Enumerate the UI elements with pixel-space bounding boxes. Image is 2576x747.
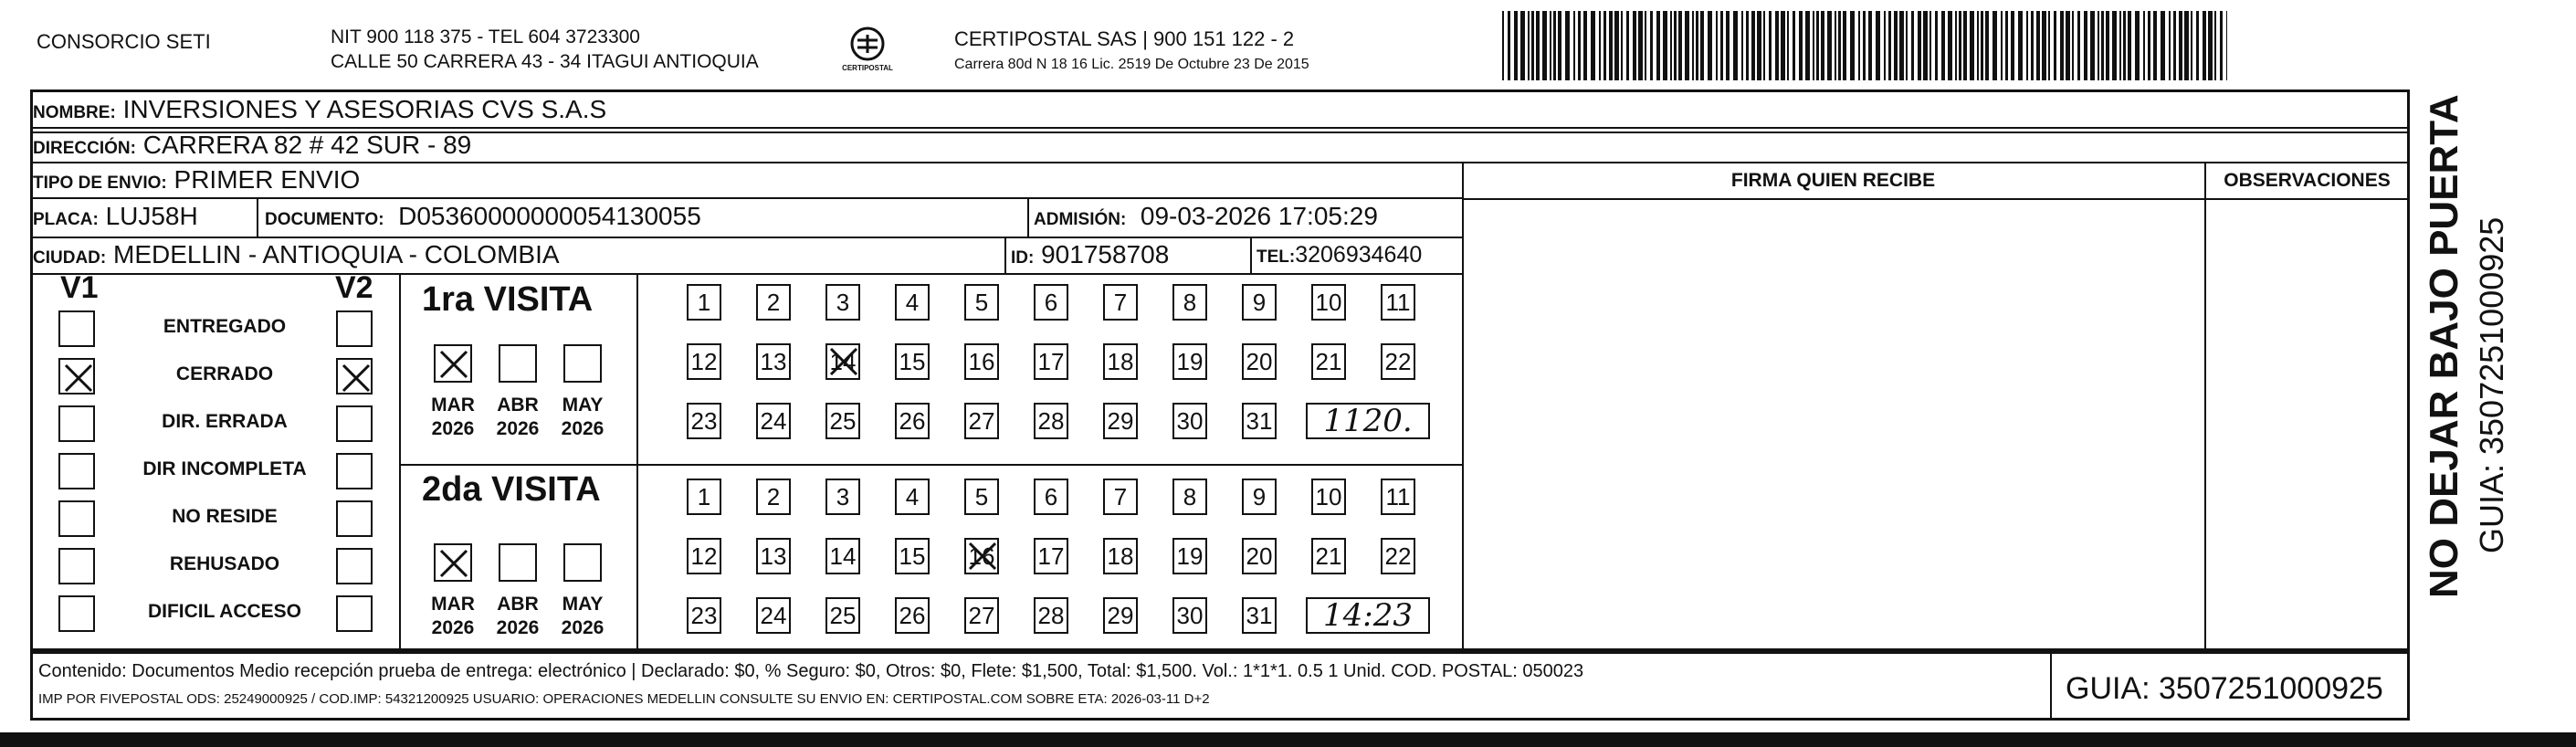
barcode-bar: [2135, 11, 2140, 80]
v1-checkbox[interactable]: [58, 548, 95, 584]
day-box[interactable]: 22: [1381, 538, 1415, 574]
scan-edge: [0, 732, 2576, 747]
barcode-bar: [1781, 11, 1785, 80]
month-label: ABR: [497, 395, 539, 416]
day-box[interactable]: 20: [1242, 538, 1277, 574]
barcode-bar: [1550, 11, 1551, 80]
barcode-bar: [1514, 11, 1518, 80]
day-box[interactable]: 11: [1381, 284, 1415, 321]
barcode-bar: [2054, 11, 2056, 80]
barcode-bar: [2119, 11, 2121, 80]
barcode-bar: [1633, 11, 1636, 80]
barcode-bar: [2090, 11, 2095, 80]
barcode-bar: [1609, 11, 1613, 80]
day-box[interactable]: 14: [825, 538, 860, 574]
barcode-bar: [2098, 11, 2099, 80]
ciudad-value: MEDELLIN - ANTIOQUIA - COLOMBIA: [113, 240, 560, 268]
day-box[interactable]: 12: [687, 343, 721, 380]
barcode-bar: [1876, 11, 1880, 80]
footer-imp: IMP POR FIVEPOSTAL ODS: 25249000925 / COD.IMP: 54321200925 USUARIO: OPERACIONES MEDELLIN CONSULTE SU ENVIO EN: CERTIPOSTAL.COM SOBRE ETA: 2026-03-11 D+2: [38, 691, 1210, 707]
nombre-row: [33, 94, 606, 125]
side-warning: NO DEJAR BAJO PUERTA: [2422, 94, 2466, 598]
reason-label: DIFICIL ACCESO: [147, 601, 301, 622]
barcode-bar: [1536, 11, 1540, 80]
year-label: 2026: [561, 617, 605, 638]
day-box[interactable]: 1: [687, 479, 721, 515]
barcode-bar: [2018, 11, 2023, 80]
barcode-bar: [1963, 11, 1967, 80]
barcode-bar: [1751, 11, 1755, 80]
barcode-bar: [1827, 11, 1832, 80]
month-checkbox[interactable]: [499, 543, 537, 582]
reason-label: REHUSADO: [169, 553, 280, 574]
barcode-bar: [1868, 11, 1872, 80]
ciudad-label: CIUDAD:: [33, 248, 107, 268]
barcode-bar: [2042, 11, 2046, 80]
barcode-bar: [1884, 11, 1886, 80]
month-checkbox[interactable]: [434, 543, 472, 582]
barcode-bar: [1838, 11, 1841, 80]
v2-checkbox[interactable]: [336, 548, 373, 584]
day-box[interactable]: 6: [1034, 284, 1068, 321]
day-box[interactable]: 18: [1103, 538, 1138, 574]
day-box[interactable]: 21: [1311, 538, 1346, 574]
tel-label: TEL:: [1256, 247, 1296, 267]
barcode-bar: [1663, 11, 1667, 80]
day-box[interactable]: 4: [895, 284, 930, 321]
day-box[interactable]: 18: [1103, 343, 1138, 380]
v1-checkbox[interactable]: [58, 310, 95, 347]
barcode-bar: [2226, 11, 2227, 80]
barcode-bar: [1685, 11, 1689, 80]
day-box[interactable]: 27: [964, 597, 999, 634]
barcode-bar: [1843, 11, 1846, 80]
barcode-bar: [1565, 11, 1570, 80]
certipostal-logo: [836, 24, 899, 82]
barcode-bar: [1638, 11, 1643, 80]
second-visit-title: 2da VISITA: [422, 470, 601, 509]
direccion-label: DIRECCIÓN:: [33, 139, 136, 158]
barcode-bar: [1656, 11, 1660, 80]
barcode-bar: [2208, 11, 2213, 80]
day-box[interactable]: 28: [1034, 403, 1068, 439]
barcode-bar: [1955, 11, 1957, 80]
barcode-bar: [1906, 11, 1908, 80]
barcode-bar: [2184, 11, 2189, 80]
observaciones-header: OBSERVACIONES: [2224, 170, 2391, 191]
tipo-envio-value: PRIMER ENVIO: [173, 165, 361, 194]
month-checkbox[interactable]: [434, 344, 472, 383]
day-box[interactable]: 13: [756, 538, 791, 574]
barcode-bar: [2196, 11, 2199, 80]
certipostal-line: CERTIPOSTAL SAS | 900 151 122 - 2: [954, 27, 1295, 50]
barcode-bar: [1716, 11, 1718, 80]
firma-header: FIRMA QUIEN RECIBE: [1730, 170, 1936, 191]
barcode-bar: [2179, 11, 2182, 80]
v2-checkbox[interactable]: [336, 358, 373, 395]
barcode-bar: [1793, 11, 1795, 80]
barcode-bar: [1726, 11, 1730, 80]
year-label: 2026: [431, 418, 475, 439]
barcode-bar: [1674, 11, 1677, 80]
barcode-bar: [1923, 11, 1928, 80]
day-box[interactable]: 30: [1172, 597, 1207, 634]
barcode-bar: [2161, 11, 2165, 80]
year-label: 2026: [496, 418, 540, 439]
barcode-bar: [2203, 11, 2206, 80]
day-box[interactable]: 2: [756, 284, 791, 321]
day-box[interactable]: 8: [1172, 479, 1207, 515]
barcode-bar: [1502, 11, 1504, 80]
v2-checkbox[interactable]: [336, 310, 373, 347]
barcode-bar: [1591, 11, 1595, 80]
day-box[interactable]: 17: [1034, 343, 1068, 380]
day-box[interactable]: 15: [895, 343, 930, 380]
barcode-bar: [1583, 11, 1587, 80]
barcode-bar: [1888, 11, 1891, 80]
barcode-bar: [1992, 11, 1997, 80]
barcode-bar: [1769, 11, 1772, 80]
documento-cell: [265, 201, 701, 236]
month-label: ABR: [497, 594, 539, 615]
barcode-bar: [2128, 11, 2131, 80]
barcode-bar: [1733, 11, 1738, 80]
day-box[interactable]: 12: [687, 538, 721, 574]
month-label: MAY: [562, 594, 604, 615]
day-box[interactable]: 25: [825, 597, 860, 634]
day-box[interactable]: 17: [1034, 538, 1068, 574]
barcode-bar: [2148, 11, 2150, 80]
barcode-bar: [1621, 11, 1623, 80]
day-box[interactable]: 27: [964, 403, 999, 439]
barcode-bar: [2106, 11, 2109, 80]
barcode-bar: [1757, 11, 1761, 80]
logo-text: CERTIPOSTAL: [842, 64, 893, 72]
month-checkbox[interactable]: [563, 543, 602, 582]
day-box[interactable]: 7: [1103, 284, 1138, 321]
reason-label: ENTREGADO: [163, 316, 287, 337]
month-label: MAY: [562, 395, 604, 416]
day-box[interactable]: 2: [756, 479, 791, 515]
barcode-bar: [2072, 11, 2074, 80]
v2-header: V2: [335, 270, 373, 305]
barcode-bar: [1614, 11, 1619, 80]
barcode-bar: [1678, 11, 1682, 80]
v1-checkbox[interactable]: [58, 500, 95, 537]
reason-label: DIR. ERRADA: [162, 411, 288, 432]
barcode-bar: [2060, 11, 2064, 80]
day-box[interactable]: 25: [825, 403, 860, 439]
barcode-bar: [1775, 11, 1779, 80]
barcode-bar: [2214, 11, 2216, 80]
barcode-bar: [1813, 11, 1814, 80]
reason-label: NO RESIDE: [172, 506, 278, 527]
month-label: MAR: [431, 395, 475, 416]
barcode-bar: [1650, 11, 1653, 80]
barcode-bar: [1787, 11, 1789, 80]
v2-checkbox[interactable]: [336, 595, 373, 632]
tipo-envio-row: [33, 164, 360, 195]
id-label: ID:: [1011, 248, 1035, 268]
barcode-bar: [1573, 11, 1575, 80]
tipo-envio-label: TIPO DE ENVIO:: [33, 174, 167, 193]
day-box[interactable]: 19: [1172, 343, 1207, 380]
barcode-bar: [1696, 11, 1698, 80]
month-checkbox[interactable]: [499, 344, 537, 383]
barcode-bar: [1700, 11, 1704, 80]
barcode-bar: [1894, 11, 1898, 80]
day-box[interactable]: 8: [1172, 284, 1207, 321]
admision-value: 09-03-2026 17:05:29: [1140, 202, 1378, 230]
barcode-bar: [1603, 11, 1606, 80]
barcode-bar: [1799, 11, 1803, 80]
day-box[interactable]: 24: [756, 597, 791, 634]
address-line: CALLE 50 CARRERA 43 - 34 ITAGUI ANTIOQUIA: [331, 51, 759, 72]
barcode: [1502, 11, 2227, 80]
barcode-bar: [1528, 11, 1530, 80]
barcode-bar: [1626, 11, 1629, 80]
direccion-row: [33, 130, 471, 161]
barcode-bar: [2048, 11, 2050, 80]
barcode-bar: [1918, 11, 1921, 80]
certipostal-logo-icon: [836, 24, 899, 82]
day-box[interactable]: 9: [1242, 284, 1277, 321]
ciudad-cell: [33, 239, 560, 274]
nit-line: NIT 900 118 375 - TEL 604 3723300: [331, 26, 640, 47]
barcode-bar: [2123, 11, 2126, 80]
barcode-bar: [1553, 11, 1556, 80]
day-box[interactable]: 16: [964, 343, 999, 380]
day-box[interactable]: 10: [1311, 479, 1346, 515]
barcode-bar: [2036, 11, 2040, 80]
barcode-bar: [1558, 11, 1561, 80]
admision-cell: [1034, 201, 1378, 236]
day-box[interactable]: 20: [1242, 343, 1277, 380]
admision-label: ADMISIÓN:: [1034, 210, 1127, 229]
day-box[interactable]: 5: [964, 284, 999, 321]
barcode-bar: [1670, 11, 1672, 80]
barcode-bar: [2173, 11, 2176, 80]
documento-label: DOCUMENTO:: [265, 210, 384, 229]
barcode-bar: [2153, 11, 2157, 80]
barcode-bar: [2169, 11, 2171, 80]
footer-guia: GUIA: 3507251000925: [2066, 671, 2383, 706]
barcode-bar: [1508, 11, 1510, 80]
barcode-bar: [1911, 11, 1914, 80]
day-box[interactable]: 3: [825, 284, 860, 321]
barcode-bar: [1708, 11, 1712, 80]
barcode-bar: [1985, 11, 1989, 80]
barcode-bar: [2001, 11, 2003, 80]
barcode-bar: [1899, 11, 1904, 80]
barcode-bar: [1599, 11, 1601, 80]
v2-checkbox[interactable]: [336, 405, 373, 442]
barcode-bar: [1935, 11, 1938, 80]
company-name: CONSORCIO SETI: [37, 30, 211, 53]
day-box[interactable]: 9: [1242, 479, 1277, 515]
day-box[interactable]: 26: [895, 403, 930, 439]
day-box[interactable]: 19: [1172, 538, 1207, 574]
v1-checkbox[interactable]: [58, 358, 95, 395]
barcode-bar: [1929, 11, 1931, 80]
barcode-bar: [2031, 11, 2034, 80]
month-label: MAR: [431, 594, 475, 615]
month-checkbox[interactable]: [563, 344, 602, 383]
barcode-bar: [1805, 11, 1810, 80]
direccion-value: CARRERA 82 # 42 SUR - 89: [142, 131, 472, 159]
day-box[interactable]: 16: [964, 538, 999, 574]
footer-contenido: Contenido: Documentos Medio recepción prueba de entrega: electrónico | Declarado: $0, % Seguro: $0, Otros: $0, Flete: $1,500, Total: $1,500. Vol.: 1*1*1. 0.5 1 Unid. COD. POSTAL: 050023: [38, 661, 1584, 681]
v1-checkbox[interactable]: [58, 405, 95, 442]
time-box: 14:23: [1306, 597, 1430, 634]
barcode-bar: [1741, 11, 1743, 80]
barcode-bar: [1863, 11, 1866, 80]
v1-checkbox[interactable]: [58, 453, 95, 489]
barcode-bar: [2077, 11, 2080, 80]
barcode-bar: [1746, 11, 1749, 80]
day-box[interactable]: 22: [1381, 343, 1415, 380]
barcode-bar: [1578, 11, 1581, 80]
v1-checkbox[interactable]: [58, 595, 95, 632]
day-box[interactable]: 23: [687, 403, 721, 439]
v2-checkbox[interactable]: [336, 453, 373, 489]
day-box[interactable]: 31: [1242, 403, 1277, 439]
barcode-bar: [2084, 11, 2087, 80]
year-label: 2026: [561, 418, 605, 439]
barcode-bar: [1692, 11, 1694, 80]
placa-label: PLACA:: [33, 210, 99, 229]
documento-value: D05360000000054130055: [398, 202, 701, 230]
id-value: 901758708: [1041, 240, 1170, 268]
barcode-bar: [1941, 11, 1945, 80]
barcode-bar: [2112, 11, 2117, 80]
day-box[interactable]: 30: [1172, 403, 1207, 439]
day-box[interactable]: 14: [825, 343, 860, 380]
barcode-bar: [2143, 11, 2145, 80]
placa-cell: [33, 201, 198, 236]
day-box[interactable]: 7: [1103, 479, 1138, 515]
barcode-bar: [1645, 11, 1646, 80]
day-box[interactable]: 5: [964, 479, 999, 515]
reason-label: DIR INCOMPLETA: [142, 458, 307, 479]
barcode-bar: [1948, 11, 1952, 80]
day-box[interactable]: 31: [1242, 597, 1277, 634]
first-visit-title: 1ra VISITA: [422, 280, 594, 319]
barcode-bar: [1858, 11, 1860, 80]
id-cell: [1011, 239, 1169, 274]
year-label: 2026: [431, 617, 475, 638]
barcode-bar: [1977, 11, 1979, 80]
barcode-bar: [2066, 11, 2070, 80]
time-box: 1120.: [1306, 403, 1430, 439]
day-box[interactable]: 1: [687, 284, 721, 321]
barcode-bar: [2101, 11, 2104, 80]
placa-value: LUJ58H: [105, 202, 198, 230]
day-box[interactable]: 23: [687, 597, 721, 634]
barcode-bar: [1720, 11, 1723, 80]
side-guia: GUIA: 3507251000925: [2473, 216, 2510, 553]
barcode-bar: [2026, 11, 2028, 80]
day-box[interactable]: 21: [1311, 343, 1346, 380]
barcode-bar: [2011, 11, 2014, 80]
license-line: Carrera 80d N 18 16 Lic. 2519 De Octubre 23 De 2015: [954, 57, 1309, 72]
day-box[interactable]: 26: [895, 597, 930, 634]
barcode-bar: [2191, 11, 2192, 80]
reason-label: CERRADO: [175, 363, 274, 384]
day-box[interactable]: 29: [1103, 403, 1138, 439]
day-box[interactable]: 15: [895, 538, 930, 574]
tel-value: 3206934640: [1295, 242, 1423, 268]
day-box[interactable]: 3: [825, 479, 860, 515]
day-box[interactable]: 11: [1381, 479, 1415, 515]
nombre-label: NOMBRE:: [33, 103, 116, 122]
nombre-value: INVERSIONES Y ASESORIAS CVS S.A.S: [122, 95, 607, 123]
barcode-bar: [1821, 11, 1824, 80]
barcode-bar: [1520, 11, 1525, 80]
tel-cell: [1256, 239, 1422, 273]
v2-checkbox[interactable]: [336, 500, 373, 537]
day-box[interactable]: 28: [1034, 597, 1068, 634]
barcode-bar: [1816, 11, 1819, 80]
barcode-bar: [1531, 11, 1534, 80]
day-box[interactable]: 24: [756, 403, 791, 439]
v1-header: V1: [60, 270, 99, 305]
year-label: 2026: [496, 617, 540, 638]
barcode-bar: [2005, 11, 2008, 80]
barcode-bar: [1959, 11, 1961, 80]
day-box[interactable]: 10: [1311, 284, 1346, 321]
day-box[interactable]: 13: [756, 343, 791, 380]
barcode-bar: [1850, 11, 1855, 80]
barcode-bar: [1970, 11, 1974, 80]
day-box[interactable]: 6: [1034, 479, 1068, 515]
barcode-bar: [1835, 11, 1836, 80]
day-box[interactable]: 4: [895, 479, 930, 515]
barcode-bar: [2220, 11, 2223, 80]
barcode-bar: [1542, 11, 1547, 80]
barcode-bar: [1981, 11, 1983, 80]
barcode-bar: [1763, 11, 1765, 80]
day-box[interactable]: 29: [1103, 597, 1138, 634]
